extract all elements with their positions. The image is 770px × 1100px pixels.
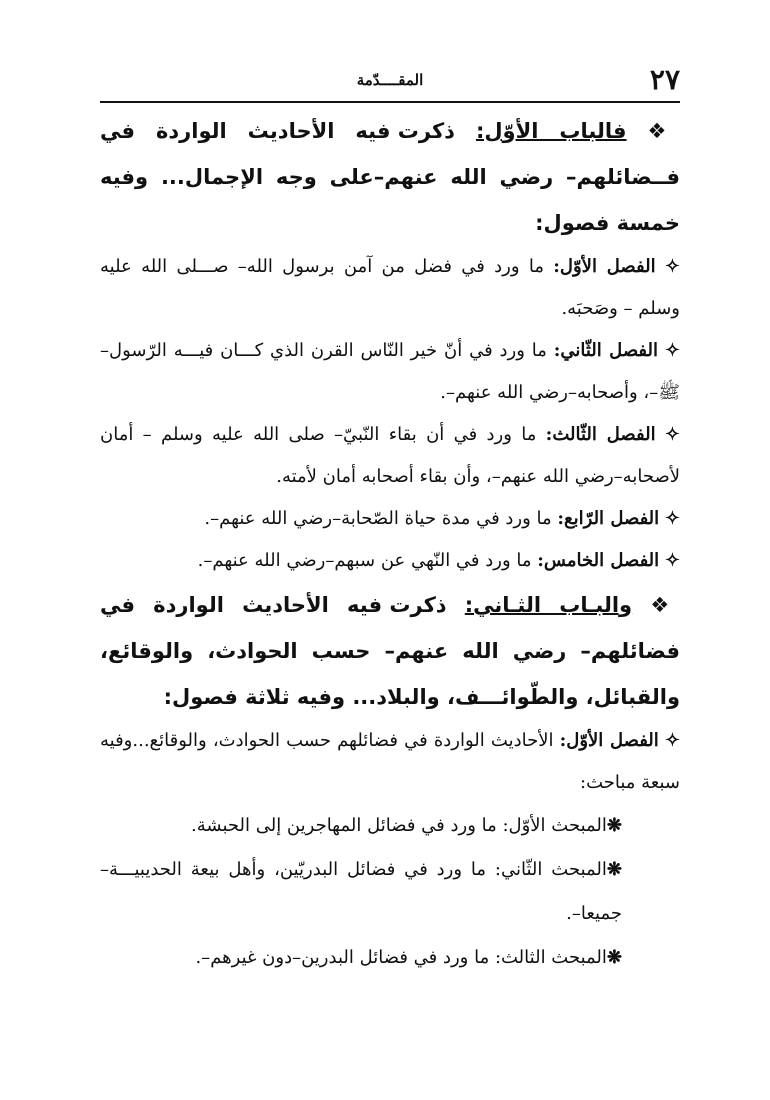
chapter-2-paragraph [100, 582, 680, 720]
section-paragraph [100, 414, 680, 498]
diamond-bullet-icon: ❖ [647, 119, 681, 143]
section-paragraph [100, 246, 680, 330]
arrow-bullet-icon: ✧ [664, 340, 680, 361]
diamond-bullet-icon: ❖ [650, 593, 681, 617]
section-heading: الفصل الخامس: [537, 550, 660, 571]
chapter-2-heading: والبـاب الثـاني: [464, 593, 633, 617]
running-title: المقــــدّمة [356, 71, 424, 89]
header-rule [100, 101, 680, 103]
arrow-bullet-icon: ✧ [664, 730, 681, 751]
arrow-bullet-icon: ✧ [664, 550, 680, 571]
section-heading: الفصل الثّاني: [553, 340, 659, 361]
section-heading: الفصل الرّابع: [557, 508, 660, 529]
topic-text: المبحث الثّاني: ما ورد في فضائل البدريّين، وأهل بيعة الحديبيـــة– جميعا–. [100, 859, 622, 924]
section-text: ما ورد في أن بقاء النّبيّ– صلى الله عليه وسلم – أمان لأصحابه–رضي الله عنهم–، وأن بقاء أصحابه أمان لأمته. [100, 424, 680, 487]
page-header [100, 60, 680, 100]
page-number: ٢٧ [649, 63, 680, 96]
section-heading: الفصل الثّالث: [545, 424, 656, 445]
topic-text: المبحث الأوّل: ما ورد في فضائل المهاجرين إلى الحبشة. [191, 815, 607, 836]
chapter-1-text: ذكرت فيه الأحاديث الواردة في فــضائلهم– رضي الله عنهم–على وجه الإجمال... وفيه خمسة فصول: [100, 119, 680, 235]
arrow-bullet-icon: ✧ [664, 508, 680, 529]
section-text: ما ورد في مدة حياة الصّحابة–رضي الله عنهم–. [204, 508, 552, 529]
section-heading: الفصل الأوّل: [553, 256, 656, 277]
chapter-1-heading: فالباب الأوّل: [475, 119, 627, 143]
section-text: ما ورد في أنّ خير النّاس القرن الذي كـــان فيـــه الرّسول–ﷺ–، وأصحابه–رضي الله عنهم–. [100, 340, 680, 403]
section-paragraph [100, 498, 680, 540]
section-heading: الفصل الأوّل: [559, 730, 659, 751]
topic-paragraph [100, 848, 680, 936]
section-text: ما ورد في النّهي عن سبهم–رضي الله عنهم–. [197, 550, 532, 571]
section-paragraph [100, 330, 680, 414]
topic-paragraph [100, 804, 680, 848]
arrow-bullet-icon: ✧ [664, 256, 681, 277]
chapter-1-paragraph [100, 108, 680, 246]
section-paragraph [100, 720, 680, 804]
page-body [100, 108, 680, 980]
topic-paragraph [100, 936, 680, 980]
section-text: ما ورد في فضل من آمن برسول الله– صـــلى الله عليه وسلم – وصَحبَه. [100, 256, 680, 319]
section-text: الأحاديث الواردة في فضائلهم حسب الحوادث، والوقائع...وفيه سبعة مباحث: [100, 730, 680, 793]
chapter-2-text: ذكرت فيه الأحاديث الواردة في فضائلهم– رضي الله عنهم– حسب الحوادث، والوقائع، والقبائل، والطّوائـــف، والبلاد... وفيه ثلاثة فصول: [100, 593, 680, 709]
star-bullet-icon: ❋ [606, 859, 622, 880]
topic-text: المبحث الثالث: ما ورد في فضائل البدرين–دون غيرهم–. [195, 947, 607, 968]
arrow-bullet-icon: ✧ [664, 424, 680, 445]
section-paragraph [100, 540, 680, 582]
star-bullet-icon: ❋ [606, 947, 622, 968]
star-bullet-icon: ❋ [606, 815, 622, 836]
